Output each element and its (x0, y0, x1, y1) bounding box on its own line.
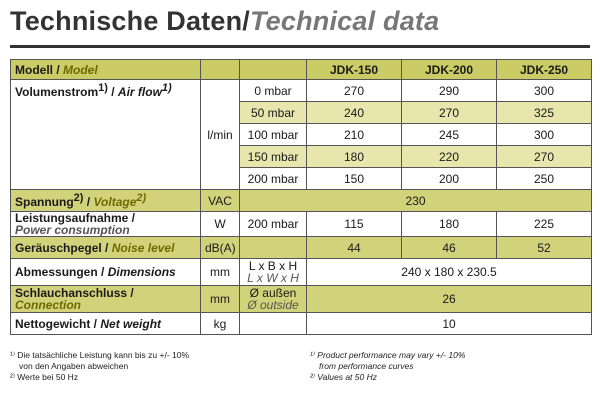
noise-label: Geräuschpegel / Noise level (11, 237, 201, 259)
airflow-value: 325 (497, 102, 592, 124)
title-en: Technical data (249, 6, 440, 36)
header-row (11, 60, 592, 80)
voltage-unit: VAC (201, 190, 240, 212)
airflow-pressure: 150 mbar (240, 146, 307, 168)
hose-row (11, 286, 592, 313)
dimensions-unit: mm (201, 259, 240, 286)
footnote-line: ¹⁾ Product performance may vary +/- 10% (310, 350, 466, 360)
page-title (10, 6, 439, 37)
noise-value: 52 (497, 237, 592, 259)
voltage-value: 230 (240, 190, 592, 212)
airflow-value: 270 (402, 102, 497, 124)
airflow-value: 180 (307, 146, 402, 168)
noise-value: 46 (402, 237, 497, 259)
footnote-line: from performance curves (319, 361, 414, 371)
model-label: Modell / Model (11, 60, 201, 80)
technical-data-table (10, 59, 592, 335)
airflow-value: 250 (497, 168, 592, 190)
power-row (11, 212, 592, 237)
noise-row (11, 237, 592, 259)
airflow-value: 290 (402, 80, 497, 102)
hose-value: 26 (307, 286, 592, 313)
model-name: JDK-200 (402, 60, 497, 80)
airflow-value: 200 (402, 168, 497, 190)
airflow-pressure: 0 mbar (240, 80, 307, 102)
power-value: 115 (307, 212, 402, 237)
footnotes-en (310, 350, 465, 383)
airflow-value: 220 (402, 146, 497, 168)
header-unit-cell (201, 60, 240, 80)
power-unit: W (201, 212, 240, 237)
noise-value: 44 (307, 237, 402, 259)
weight-row (11, 313, 592, 335)
voltage-row (11, 190, 592, 212)
dimensions-label: Abmessungen / Dimensions (11, 259, 201, 286)
dimensions-value: 240 x 180 x 230.5 (307, 259, 592, 286)
hose-diameter-note: Ø außen Ø outside (240, 286, 307, 313)
footnote-line: ¹⁾ Die tatsächliche Leistung kann bis zu +/- 10% (10, 350, 190, 360)
airflow-label: Volumenstrom$^{1)}$ / Air flow$^{1)}$ (11, 80, 201, 190)
hose-label: Schlauchanschluss / Connection (11, 286, 201, 313)
dimensions-axes: L x B x H L x W x H (240, 259, 307, 286)
airflow-value: 270 (307, 80, 402, 102)
voltage-label: Spannung$^{2)}$ / Voltage$^{2)}$ (11, 190, 201, 212)
title-rule (10, 45, 590, 48)
airflow-row (11, 80, 592, 102)
airflow-pressure: 200 mbar (240, 168, 307, 190)
power-label: Leistungsaufnahme / Power consumption (11, 212, 201, 237)
hose-unit: mm (201, 286, 240, 313)
dimensions-row (11, 259, 592, 286)
footnote-line: von den Angaben abweichen (19, 361, 129, 371)
airflow-unit: l/min (201, 80, 240, 190)
model-name: JDK-150 (307, 60, 402, 80)
model-name: JDK-250 (497, 60, 592, 80)
weight-unit: kg (201, 313, 240, 335)
airflow-pressure: 50 mbar (240, 102, 307, 124)
footnote-line: ²⁾ Werte bei 50 Hz (10, 372, 79, 382)
airflow-value: 245 (402, 124, 497, 146)
title-separator: / (242, 6, 250, 36)
airflow-value: 150 (307, 168, 402, 190)
weight-value: 10 (307, 313, 592, 335)
weight-cond-cell (240, 313, 307, 335)
power-value: 180 (402, 212, 497, 237)
power-pressure: 200 mbar (240, 212, 307, 237)
weight-label: Nettogewicht / Net weight (11, 313, 201, 335)
footnote-line: ²⁾ Values at 50 Hz (310, 372, 377, 382)
noise-cond-cell (240, 237, 307, 259)
header-cond-cell (240, 60, 307, 80)
airflow-value: 300 (497, 124, 592, 146)
airflow-value: 270 (497, 146, 592, 168)
title-de: Technische Daten (10, 6, 243, 36)
footnotes-de (10, 350, 189, 383)
power-value: 225 (497, 212, 592, 237)
airflow-pressure: 100 mbar (240, 124, 307, 146)
airflow-value: 300 (497, 80, 592, 102)
noise-unit: dB(A) (201, 237, 240, 259)
airflow-value: 210 (307, 124, 402, 146)
airflow-value: 240 (307, 102, 402, 124)
